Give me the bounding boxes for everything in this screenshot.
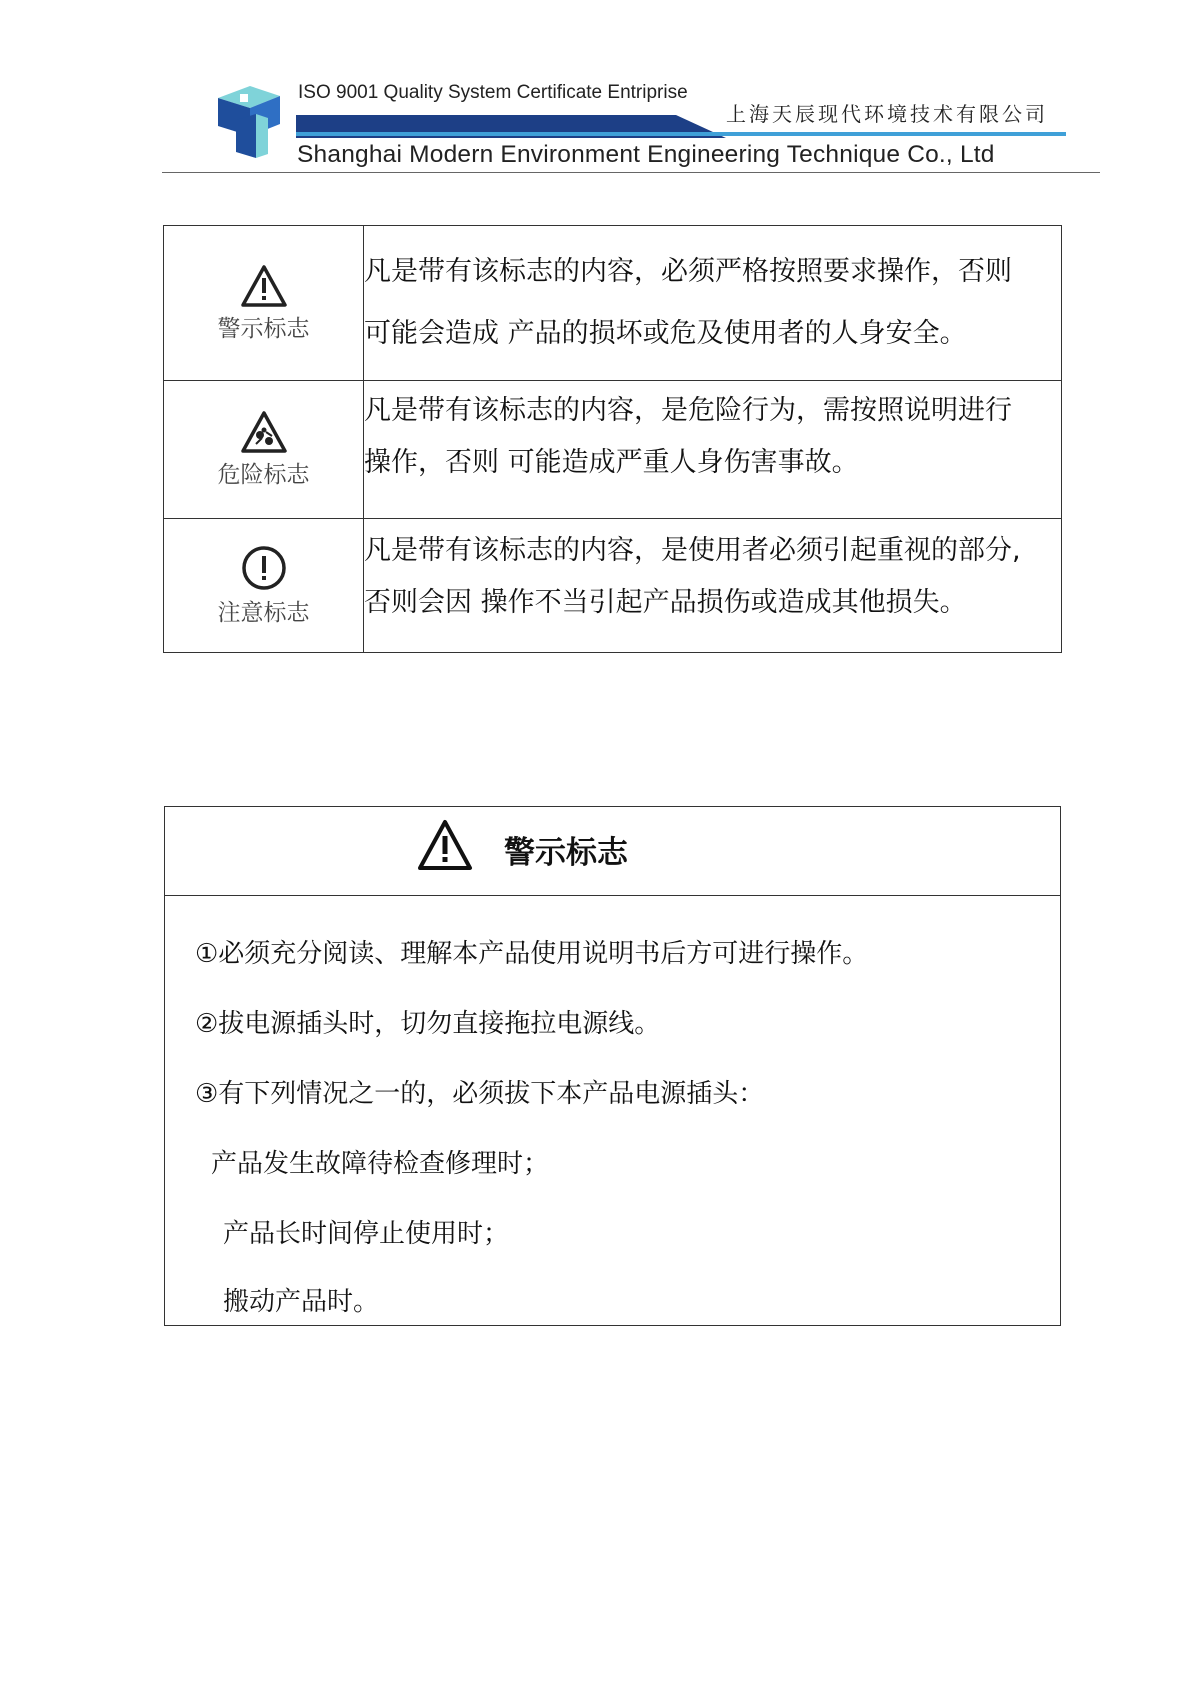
- description-line: 凡是带有该标志的内容，是危险行为，需按照说明进行: [364, 395, 1012, 426]
- warning-notice-title: 警示标志: [504, 835, 628, 871]
- list-sub-item: 搬动产品时。: [223, 1287, 380, 1317]
- sign-description: [364, 226, 1062, 381]
- description-line: 否则会因 操作不当引起产品损伤或造成其他损失。: [364, 587, 967, 618]
- attention-circle-icon: [240, 544, 288, 592]
- header-divider: [162, 172, 1100, 173]
- sign-cell: [164, 381, 364, 519]
- safety-sign-table: [163, 225, 1062, 653]
- sign-description: [364, 381, 1062, 519]
- table-row: [164, 381, 1062, 519]
- description-line: 凡是带有该标志的内容，是使用者必须引起重视的部分,: [364, 535, 1021, 566]
- header-decorative-bars: [296, 110, 1066, 140]
- list-sub-item: 产品发生故障待检查修理时；: [211, 1149, 550, 1179]
- description-line: 操作，否则 可能造成严重人身伤害事故。: [364, 447, 859, 478]
- company-logo: [210, 84, 282, 160]
- list-item: ③有下列情况之一的，必须拔下本产品电源插头：: [195, 1079, 765, 1109]
- warning-triangle-icon: [240, 264, 288, 308]
- description-line: 凡是带有该标志的内容，必须严格按照要求操作，否则: [364, 256, 1012, 287]
- warning-notice-box: [164, 806, 1061, 1326]
- sign-cell: [164, 226, 364, 381]
- company-name-cn: 上海天辰现代环境技术有限公司: [726, 102, 1048, 126]
- list-item: ②拔电源插头时，切勿直接拖拉电源线。: [195, 1009, 661, 1039]
- company-name-en: Shanghai Modern Environment Engineering Technique Co., Ltd: [297, 141, 995, 168]
- table-row: [164, 519, 1062, 653]
- iso-certificate-line: ISO 9001 Quality System Certificate Entriprise: [298, 82, 688, 103]
- list-item: ①必须充分阅读、理解本产品使用说明书后方可进行操作。: [195, 939, 869, 969]
- warning-triangle-icon: [417, 819, 473, 871]
- table-row: [164, 226, 1062, 381]
- sign-label: 注意标志: [217, 600, 310, 626]
- sign-description: [364, 519, 1062, 653]
- sign-label: 危险标志: [217, 462, 310, 488]
- sign-label: 警示标志: [217, 315, 310, 342]
- warning-notice-header: [165, 807, 1060, 896]
- description-line: 可能会造成 产品的损坏或危及使用者的人身安全。: [364, 318, 967, 349]
- sign-cell: [164, 519, 364, 653]
- list-sub-item: 产品长时间停止使用时；: [223, 1219, 510, 1249]
- danger-triangle-icon: [240, 410, 288, 454]
